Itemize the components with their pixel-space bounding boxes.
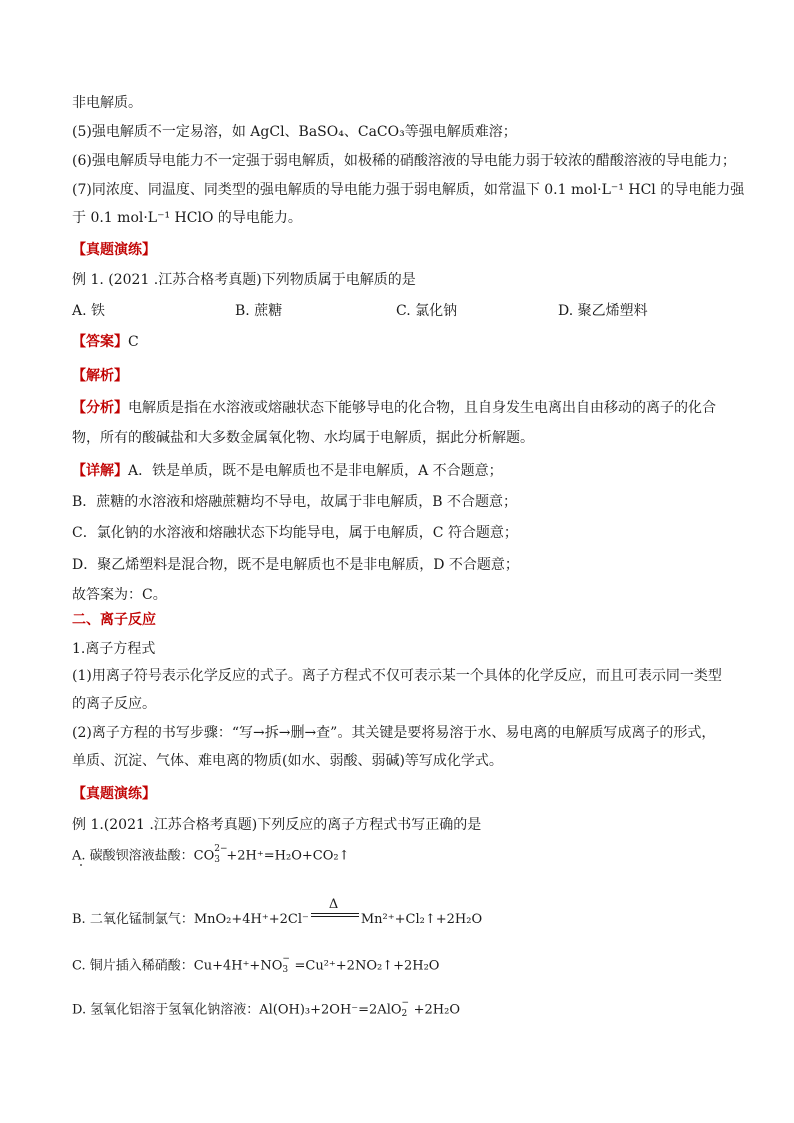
equation-superscript: − — [401, 998, 410, 1008]
option-c: C. 氯化钠 — [396, 303, 458, 319]
section-title: 二、离子反应 — [72, 612, 156, 628]
question-text: 例 1.(2021 .江苏合格考真题)下列反应的离子方程式书写正确的是 — [72, 817, 482, 833]
detail-text: A．铁是单质，既不是电解质也不是非电解质，A 不合题意； — [128, 463, 503, 479]
equation-subscript: 3 — [214, 855, 220, 865]
text-line: 非电解质。 — [72, 95, 142, 111]
heating-condition-sign — [311, 897, 359, 927]
text-line: (5)强电解质不一定易溶，如 AgCl、BaSO₄、CaCO₃等强电解质难溶； — [72, 124, 517, 140]
answer-value: C — [128, 334, 139, 350]
equation-superscript: − — [282, 954, 290, 964]
section-heading: 【真题演练】 — [72, 242, 156, 258]
text-line: (7)同浓度、同温度、同类型的强电解质的导电能力强于弱电解质，如常温下 0.1 mol·L⁻¹ HCl 的导电能力强 — [72, 182, 745, 198]
equation-label: C. 铜片插入稀硝酸：Cu+4H⁺+NO — [72, 958, 283, 974]
delta-symbol: Δ — [328, 897, 339, 912]
equation-rest: +2H₂O — [409, 1002, 461, 1018]
detail-line: D．聚乙烯塑料是混合物，既不是电解质也不是非电解质，D 不合题意； — [72, 557, 519, 573]
subsection-title: 1.离子方程式 — [72, 641, 156, 657]
equation-superscript: 2− — [214, 844, 228, 854]
equation-option-c — [72, 956, 439, 977]
answer-line — [72, 332, 139, 352]
text-line: 的离子反应。 — [72, 696, 156, 712]
equation-label: B. 二氧化锰制氯气：MnO₂+4H⁺+2Cl⁻ — [72, 912, 309, 927]
analysis-heading: 【解析】 — [72, 368, 128, 384]
question-text: 例 1. (2021 .江苏合格考真题)下列物质属于电解质的是 — [72, 272, 416, 288]
text-line: (1)用离子符号表示化学反应的式子。离子方程式不仅可表示某一个具体的化学反应，而且可表示同一类型 — [72, 668, 722, 684]
text-line: (2)离子方程的书写步骤：“写→拆→删→查”。其关键是要将易溶于水、易电离的电解质写成离子的形式， — [72, 725, 716, 741]
equation-option-d — [72, 1000, 460, 1021]
analysis-tag: 【分析】 — [72, 400, 128, 416]
analysis-line — [72, 398, 716, 418]
detail-line — [72, 461, 503, 481]
stray-dot — [80, 864, 82, 866]
text-line: 单质、沉淀、气体、难电离的物质(如水、弱酸、弱碱)等写成化学式。 — [72, 753, 503, 769]
option-b: B. 蔗糖 — [235, 303, 283, 319]
equation-option-b — [72, 897, 483, 930]
text-line: 于 0.1 mol·L⁻¹ HClO 的导电能力。 — [72, 210, 302, 226]
equation-rest: =Cu²⁺+2NO₂↑+2H₂O — [290, 958, 440, 974]
answer-tag: 【答案】 — [72, 334, 128, 350]
option-a: A. 铁 — [72, 303, 106, 319]
answer-summary: 故答案为：C。 — [72, 587, 167, 603]
text-line: (6)强电解质导电能力不一定强于弱电解质，如极稀的硝酸溶液的导电能力弱于较浓的醋酸溶液的导电能力； — [72, 153, 736, 169]
analysis-text: 电解质是指在水溶液或熔融状态下能够导电的化合物，且自身发生电离出自由移动的离子的化合 — [128, 400, 716, 416]
analysis-line: 物，所有的酸碱盐和大多数金属氧化物、水均属于电解质，据此分析解题。 — [72, 430, 534, 446]
detail-line: B．蔗糖的水溶液和熔融蔗糖均不导电，故属于非电解质，B 不合题意； — [72, 494, 518, 510]
option-d: D. 聚乙烯塑料 — [558, 303, 648, 319]
equation-label: D. 氢氧化铝溶于氢氧化钠溶液：Al(OH)₃+2OH⁻=2AlO — [72, 1002, 402, 1018]
equation-label: A. 碳酸钡溶液盐酸：CO — [72, 848, 215, 864]
equation-rest: +2H⁺=H₂O+CO₂↑ — [222, 848, 350, 864]
equation-rest: Mn²⁺+Cl₂↑+2H₂O — [360, 912, 483, 927]
equation-option-a — [72, 846, 349, 867]
equation-subscript: 2 — [401, 1009, 408, 1019]
detail-line: C．氯化钠的水溶液和熔融状态下均能导电，属于电解质，C 符合题意； — [72, 525, 518, 541]
detail-tag: 【详解】 — [72, 463, 128, 479]
question-options — [72, 300, 732, 322]
equation-subscript: 3 — [282, 965, 289, 975]
section-heading: 【真题演练】 — [72, 786, 156, 802]
